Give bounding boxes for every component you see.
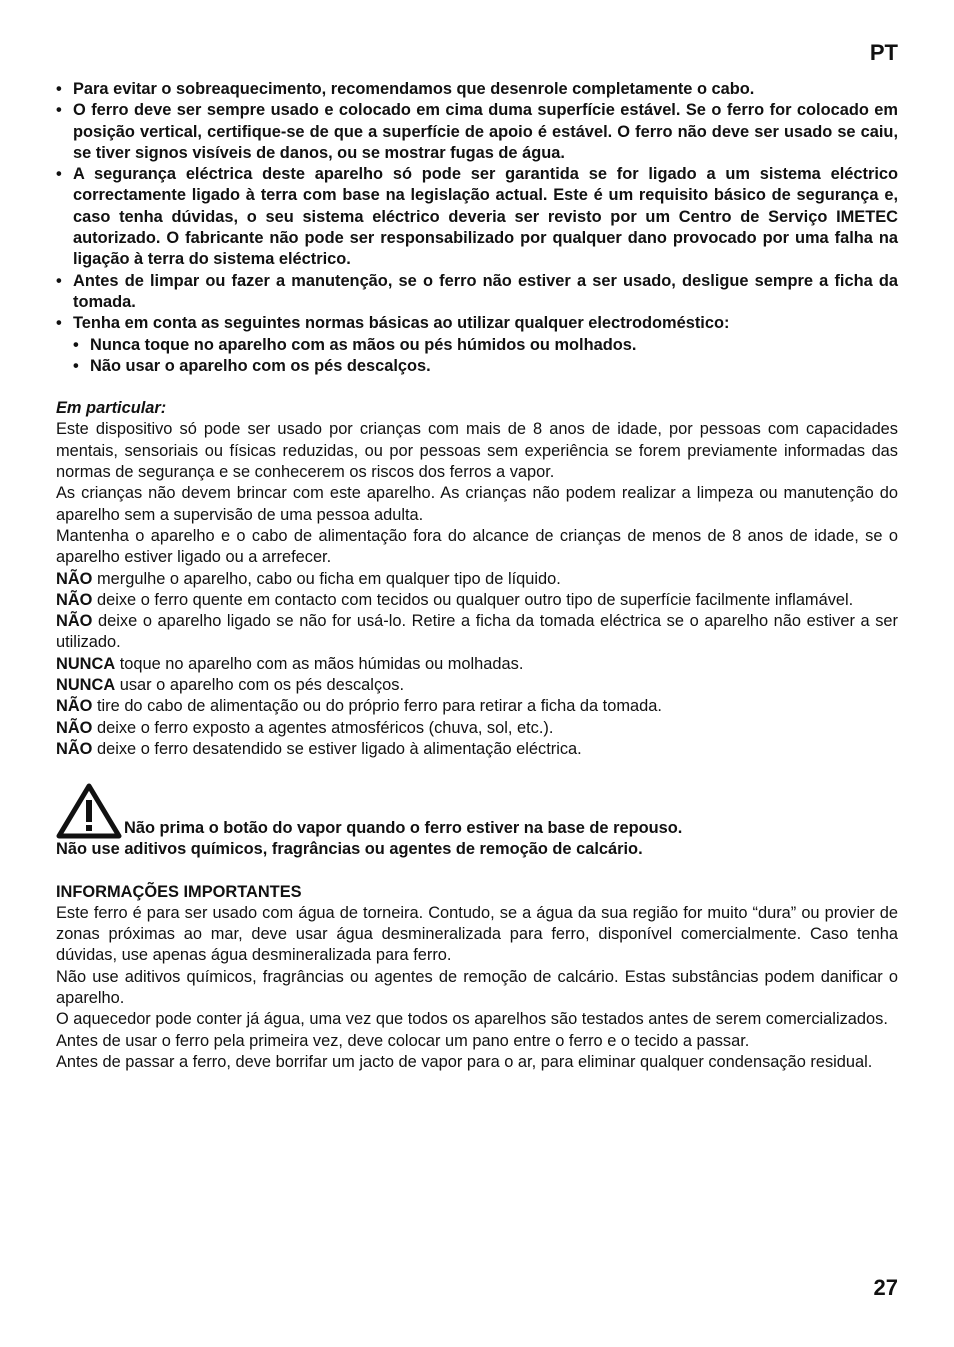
bullet-item (56, 313, 898, 377)
paragraph: Este ferro é para ser usado com água de torneira. Contudo, se a água da sua região for muito “dura” ou provier de zonas próximas ao mar, deve usar água desmineralizada para ferro, disponível comercialmente. Caso tenha dúvidas, use apenas água desmineralizada para ferro. (56, 903, 898, 965)
rule-line (56, 654, 898, 675)
paragraph: O aquecedor pode conter já água, uma vez que todos os aparelhos são testados antes de serem comercializados. (56, 1010, 888, 1029)
rule-keyword: NUNCA (56, 654, 116, 673)
bullet-item-text: Tenha em conta as seguintes normas básicas ao utilizar qualquer electrodoméstico: (73, 314, 730, 333)
sub-bullet-list (73, 335, 898, 378)
rule-text: deixe o ferro desatendido se estiver ligado à alimentação eléctrica. (92, 739, 582, 758)
rule-line (56, 718, 898, 739)
paragraph: Não use aditivos químicos, fragrâncias ou agentes de remoção de calcário. Estas substâncias podem danificar o aparelho. (56, 967, 898, 1007)
rule-line (56, 739, 898, 760)
rule-keyword: NÃO (56, 739, 93, 758)
safety-bullet-list (56, 79, 898, 377)
rule-text: deixe o ferro exposto a agentes atmosféricos (chuva, sol, etc.). (92, 718, 554, 737)
rule-text: usar o aparelho com os pés descalços. (115, 676, 405, 695)
particular-heading: Em particular: (56, 399, 167, 418)
rule-keyword: NÃO (56, 612, 93, 631)
rule-line (56, 611, 898, 654)
info-heading: INFORMAÇÕES IMPORTANTES (56, 882, 302, 901)
bullet-item: • O ferro deve ser sempre usado e colocado em cima duma superfície estável. Se o ferro for colocado em posição vertical, certifique-se de que a superfície de apoio é estável. O ferro não deve ser usado se caiu, se tiver signos visíveis de danos, ou se mostrar fugas de água. (56, 100, 898, 164)
warning-triangle-icon (56, 782, 122, 839)
rule-line (56, 696, 898, 717)
bullet-item: • Antes de limpar ou fazer a manutenção, se o ferro não estiver a ser usado, desligue sempre a ficha da tomada. (56, 271, 898, 314)
rule-keyword: NÃO (56, 697, 93, 716)
paragraph: Antes de usar o ferro pela primeira vez, deve colocar um pano entre o ferro e o tecido a passar. (56, 1031, 750, 1050)
rule-keyword: NÃO (56, 718, 93, 737)
warning-block (56, 782, 898, 860)
rule-text: mergulhe o aparelho, cabo ou ficha em qualquer tipo de líquido. (92, 569, 561, 588)
bullet-item: • A segurança eléctrica deste aparelho só pode ser garantida se for ligado a um sistema eléctrico correctamente ligado à terra com base na legislação actual. Este é um requisito básico de segurança e, caso tenha dúvidas, o seu sistema eléctrico deveria ser revisto por um Centro de Serviço IMETEC autorizado. O fabricante não pode ser responsabilizado por qualquer dano provocado por uma falha na ligação à terra do sistema eléctrico. (56, 164, 898, 270)
rule-keyword: NÃO (56, 569, 93, 588)
rule-line (56, 590, 898, 611)
bullet-item: • Para evitar o sobreaquecimento, recomendamos que desenrole completamente o cabo. (56, 79, 898, 100)
rule-text: tire do cabo de alimentação ou do próprio ferro para retirar a ficha da tomada. (92, 697, 662, 716)
sub-bullet-item: • Nunca toque no aparelho com as mãos ou pés húmidos ou molhados. (73, 335, 898, 356)
rule-keyword: NÃO (56, 590, 93, 609)
rule-text: deixe o aparelho ligado se não for usá-lo. Retire a ficha da tomada eléctrica se o aparelho não estiver a ser utilizado. (56, 612, 898, 652)
paragraph: Mantenha o aparelho e o cabo de alimentação fora do alcance de crianças de menos de 8 anos de idade, se o aparelho estiver ligado ou a arrefecer. (56, 526, 898, 567)
rule-text: deixe o ferro quente em contacto com tecidos ou qualquer outro tipo de superfície facilmente inflamável. (92, 590, 854, 609)
page-content (56, 79, 898, 1073)
paragraph: As crianças não devem brincar com este aparelho. As crianças não podem realizar a limpeza ou manutenção do aparelho sem a supervisão de uma pessoa adulta. (56, 484, 898, 524)
warning-line (56, 782, 898, 839)
rule-keyword: NUNCA (56, 676, 116, 695)
page-number: 27 (873, 1275, 898, 1300)
warning-line: Não use aditivos químicos, fragrâncias ou agentes de remoção de calcário. (56, 840, 643, 859)
sub-bullet-item: • Não usar o aparelho com os pés descalços. (73, 356, 898, 377)
warning-text: Não prima o botão do vapor quando o ferro estiver na base de repouso. (124, 818, 683, 837)
rule-line (56, 569, 898, 590)
language-code: PT (869, 40, 898, 65)
paragraph: Antes de passar a ferro, deve borrifar um jacto de vapor para o ar, para eliminar qualquer condensação residual. (56, 1052, 873, 1071)
paragraph: Este dispositivo só pode ser usado por crianças com mais de 8 anos de idade, por pessoas com capacidades mentais, sensoriais ou físicas reduzidas, ou por pessoas sem experiência se forem previamente informadas das normas de segurança e se conhecerem os riscos dos ferros a vapor. (56, 420, 898, 482)
rule-line (56, 675, 898, 696)
rule-text: toque no aparelho com as mãos húmidas ou molhadas. (115, 654, 524, 673)
